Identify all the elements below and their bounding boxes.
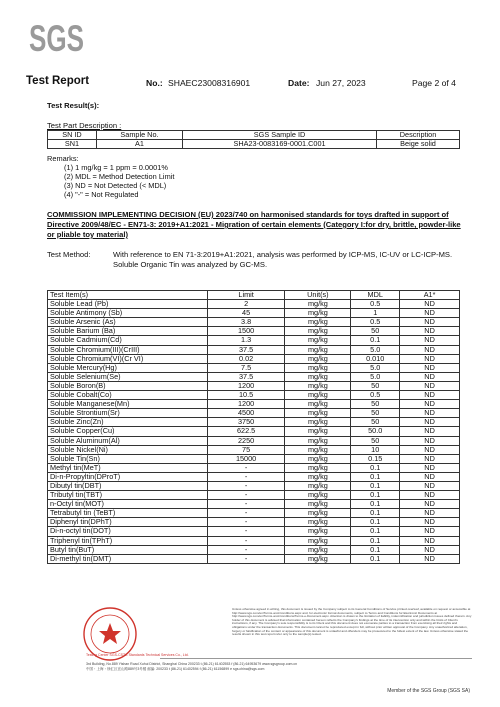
column-header: Sample No. <box>96 131 182 140</box>
column-header: Test Item(s) <box>48 291 208 300</box>
table-row <box>48 436 460 445</box>
table-cell: Soluble Chromium(VI)(Cr VI) <box>48 354 208 363</box>
table-cell: - <box>207 472 285 481</box>
table-cell: mg/kg <box>285 481 351 490</box>
table-cell: ND <box>400 409 460 418</box>
table-cell: ND <box>400 445 460 454</box>
table-cell: mg/kg <box>285 518 351 527</box>
table-cell: SHA23-0083169-0001.C001 <box>183 140 377 149</box>
table-cell: mg/kg <box>285 345 351 354</box>
table-row <box>48 463 460 472</box>
table-cell: ND <box>400 418 460 427</box>
table-cell: Tributyl tin(TBT) <box>48 491 208 500</box>
table-cell: 0.02 <box>207 354 285 363</box>
parts-table <box>47 130 460 149</box>
table-cell: Soluble Cadmium(Cd) <box>48 336 208 345</box>
table-cell: - <box>207 463 285 472</box>
table-cell: mg/kg <box>285 372 351 381</box>
remark-item: (2) MDL = Method Detection Limit <box>64 171 175 181</box>
table-cell: ND <box>400 345 460 354</box>
table-cell: mg/kg <box>285 436 351 445</box>
table-cell: A1 <box>96 140 182 149</box>
report-header <box>26 76 476 90</box>
date-label: Date: <box>288 78 310 88</box>
table-row <box>48 427 460 436</box>
table-cell: ND <box>400 554 460 563</box>
table-row <box>48 336 460 345</box>
remark-item: (1) 1 mg/kg = 1 ppm = 0.0001% <box>64 162 168 172</box>
table-cell: 1200 <box>207 400 285 409</box>
table-cell: 0.5 <box>351 300 400 309</box>
table-cell: 0.1 <box>351 509 400 518</box>
table-cell: mg/kg <box>285 427 351 436</box>
table-cell: ND <box>400 472 460 481</box>
table-cell: 37.5 <box>207 345 285 354</box>
table-cell: mg/kg <box>285 300 351 309</box>
table-cell: mg/kg <box>285 354 351 363</box>
table-cell: 0.1 <box>351 463 400 472</box>
company-name: Testing Center SGS-CSTC Standards Technical Services Co., Ltd. <box>86 653 189 657</box>
table-cell: Soluble Lead (Pb) <box>48 300 208 309</box>
table-cell: 0.15 <box>351 454 400 463</box>
table-cell: ND <box>400 391 460 400</box>
column-header: MDL <box>351 291 400 300</box>
table-cell: ND <box>400 491 460 500</box>
table-cell: - <box>207 481 285 490</box>
address-line-cn: 中国・上海・徐汇区宜山路889号3号楼 邮编: 200233 t (86-21) 61402594 f (86-21) 61156899 e sgs.china@sgs.com <box>86 667 265 671</box>
table-cell: ND <box>400 354 460 363</box>
table-cell: 0.1 <box>351 545 400 554</box>
table-cell: mg/kg <box>285 327 351 336</box>
table-row <box>48 345 460 354</box>
results-heading: Test Result(s): <box>47 101 100 110</box>
table-cell: 5.0 <box>351 372 400 381</box>
table-cell: - <box>207 554 285 563</box>
table-cell: mg/kg <box>285 391 351 400</box>
table-cell: mg/kg <box>285 454 351 463</box>
table-cell: Soluble Manganese(Mn) <box>48 400 208 409</box>
table-cell: ND <box>400 318 460 327</box>
table-cell: 0.1 <box>351 491 400 500</box>
table-cell: - <box>207 536 285 545</box>
table-cell: Soluble Copper(Cu) <box>48 427 208 436</box>
table-cell: Methyl tin(MeT) <box>48 463 208 472</box>
table-cell: 45 <box>207 309 285 318</box>
table-cell: mg/kg <box>285 545 351 554</box>
table-cell: ND <box>400 336 460 345</box>
table-cell: - <box>207 527 285 536</box>
date-value: Jun 27, 2023 <box>316 78 366 88</box>
table-cell: mg/kg <box>285 309 351 318</box>
table-cell: 0.1 <box>351 336 400 345</box>
sgs-logo <box>29 18 84 59</box>
table-cell: - <box>207 500 285 509</box>
table-cell: 50 <box>351 418 400 427</box>
table-cell: mg/kg <box>285 491 351 500</box>
table-cell: 0.1 <box>351 554 400 563</box>
table-cell: 50 <box>351 381 400 390</box>
parts-caption: Test Part Description : <box>47 121 122 130</box>
table-cell: mg/kg <box>285 400 351 409</box>
table-cell: 1 <box>351 309 400 318</box>
report-no-value: SHAEC23008316901 <box>168 78 251 88</box>
table-cell: 2250 <box>207 436 285 445</box>
table-cell: Soluble Nickel(Ni) <box>48 445 208 454</box>
svg-text:SGS: SGS <box>29 18 84 59</box>
table-cell: 3.8 <box>207 318 285 327</box>
table-cell: 0.1 <box>351 481 400 490</box>
table-cell: Beige solid <box>377 140 460 149</box>
table-cell: - <box>207 509 285 518</box>
report-title: Test Report <box>26 75 90 87</box>
table-cell: 0.1 <box>351 472 400 481</box>
table-cell: ND <box>400 436 460 445</box>
table-cell: Dibutyl tin(DBT) <box>48 481 208 490</box>
table-cell: ND <box>400 381 460 390</box>
table-cell: mg/kg <box>285 509 351 518</box>
table-cell: ND <box>400 309 460 318</box>
table-cell: mg/kg <box>285 381 351 390</box>
table-cell: 50 <box>351 327 400 336</box>
table-cell: 1200 <box>207 381 285 390</box>
table-cell: 10 <box>351 445 400 454</box>
table-cell: Triphenyl tin(TPhT) <box>48 536 208 545</box>
table-cell: ND <box>400 545 460 554</box>
table-cell: 10.5 <box>207 391 285 400</box>
table-cell: 50 <box>351 409 400 418</box>
table-cell: 5.0 <box>351 345 400 354</box>
table-cell: Soluble Selenium(Se) <box>48 372 208 381</box>
table-row <box>48 527 460 536</box>
decision-title: COMMISSION IMPLEMENTING DECISION (EU) 2023/740 on harmonised standards for toys drafted in support of Directive 2009/48/EC - EN71-3: 2019+A1:2021 - Migration of certain elements (Category I:for dry, brittle, powder-like or pliable toy material) <box>47 210 461 239</box>
table-cell: mg/kg <box>285 336 351 345</box>
table-cell: Butyl tin(BuT) <box>48 545 208 554</box>
table-cell: Soluble Arsenic (As) <box>48 318 208 327</box>
table-cell: 4500 <box>207 409 285 418</box>
table-cell: ND <box>400 327 460 336</box>
table-cell: Di-n-Propyltin(DProT) <box>48 472 208 481</box>
table-cell: mg/kg <box>285 500 351 509</box>
table-row <box>48 445 460 454</box>
table-cell: Soluble Tin(Sn) <box>48 454 208 463</box>
table-cell: 0.1 <box>351 500 400 509</box>
table-cell: SN1 <box>48 140 97 149</box>
table-cell: Soluble Zinc(Zn) <box>48 418 208 427</box>
table-cell: mg/kg <box>285 554 351 563</box>
table-row <box>48 545 460 554</box>
table-row <box>48 454 460 463</box>
column-header: SN ID <box>48 131 97 140</box>
table-row <box>48 536 460 545</box>
column-header: SGS Sample ID <box>183 131 377 140</box>
table-cell: 7.5 <box>207 363 285 372</box>
table-row <box>48 363 460 372</box>
table-cell: - <box>207 545 285 554</box>
table-cell: 0.5 <box>351 318 400 327</box>
table-cell: ND <box>400 509 460 518</box>
table-cell: ND <box>400 481 460 490</box>
table-cell: mg/kg <box>285 472 351 481</box>
table-row <box>48 481 460 490</box>
table-cell: ND <box>400 454 460 463</box>
remarks <box>47 155 174 200</box>
table-cell: mg/kg <box>285 409 351 418</box>
table-cell: Soluble Cobalt(Co) <box>48 391 208 400</box>
table-cell: 50 <box>351 400 400 409</box>
table-cell: ND <box>400 527 460 536</box>
table-cell: mg/kg <box>285 463 351 472</box>
table-cell: ND <box>400 463 460 472</box>
table-cell: - <box>207 491 285 500</box>
remark-item: (4) "-" = Not Regulated <box>64 189 139 199</box>
table-cell: ND <box>400 372 460 381</box>
table-cell: Di-methyl tin(DMT) <box>48 554 208 563</box>
table-cell: 0.1 <box>351 518 400 527</box>
table-cell: ND <box>400 300 460 309</box>
page-number: Page 2 of 4 <box>412 78 456 88</box>
table-row <box>48 554 460 563</box>
table-cell: Diphenyl tin(DPhT) <box>48 518 208 527</box>
test-method-text <box>113 250 463 269</box>
table-cell: Soluble Barium (Ba) <box>48 327 208 336</box>
remarks-heading: Remarks: <box>47 154 79 163</box>
table-cell: n-Octyl tin(MOT) <box>48 500 208 509</box>
table-cell: - <box>207 518 285 527</box>
column-header: Limit <box>207 291 285 300</box>
table-cell: mg/kg <box>285 527 351 536</box>
table-cell: 5.0 <box>351 363 400 372</box>
legal-notice: Unless otherwise agreed in writing, this document is issued by the Company subject to its General Conditions of Service printed overleaf, available on request or accessible at http://www.sgs.com/en/Terms-and-Conditions.aspx and, for electronic format documents, subject to Terms and Conditions for Electronic Documents at http://www.sgs.com/en/Terms-and-Conditions/Terms-e-Document.aspx. Attention is drawn to the limitation of liability, indemnification and jurisdiction issues defined therein. Any holder of this document is advised that information contained hereon reflects the Company's findings at the time of its intervention only and within the limits of Client's instructions, if any. The Company's sole responsibility is to its Client and this document does not exonerate parties to a transaction from exercising all their rights and obligations under the transaction documents. This document cannot be reproduced except in full, without prior written approval of the Company. Any unauthorized alteration, forgery or falsification of the content or appearance of this document is unlawful and offenders may be prosecuted to the fullest extent of the law. Unless otherwise stated the results shown in this test report refer only to the sample(s) tested. <box>232 607 472 637</box>
table-cell: ND <box>400 536 460 545</box>
table-cell: 3750 <box>207 418 285 427</box>
remark-item: (3) ND = Not Detected (< MDL) <box>64 180 167 190</box>
table-cell: 0.1 <box>351 536 400 545</box>
table-cell: 50.0 <box>351 427 400 436</box>
table-row <box>48 140 460 149</box>
column-header: Description <box>377 131 460 140</box>
test-method-line: With reference to EN 71-3:2019+A1:2021, analysis was performed by ICP-MS, IC-UV or LC-ICP-MS. <box>113 250 453 259</box>
table-row <box>48 491 460 500</box>
table-cell: Di-n-octyl tin(DOT) <box>48 527 208 536</box>
report-no-label: No.: <box>146 78 163 88</box>
table-cell: 75 <box>207 445 285 454</box>
results-table <box>47 290 460 564</box>
table-cell: 0.5 <box>351 391 400 400</box>
column-header: A1* <box>400 291 460 300</box>
company-address <box>86 662 476 672</box>
table-cell: mg/kg <box>285 318 351 327</box>
table-cell: 0.1 <box>351 527 400 536</box>
table-cell: Soluble Mercury(Hg) <box>48 363 208 372</box>
table-cell: ND <box>400 363 460 372</box>
table-cell: ND <box>400 400 460 409</box>
member-note: Member of the SGS Group (SGS SA) <box>387 688 470 694</box>
table-cell: ND <box>400 518 460 527</box>
table-row <box>48 472 460 481</box>
test-method-line: Soluble Organic Tin was analyzed by GC-MS. <box>113 259 268 269</box>
table-cell: Soluble Antimony (Sb) <box>48 309 208 318</box>
table-cell: mg/kg <box>285 363 351 372</box>
table-cell: 0.010 <box>351 354 400 363</box>
table-cell: ND <box>400 427 460 436</box>
table-cell: 15000 <box>207 454 285 463</box>
table-cell: 622.5 <box>207 427 285 436</box>
table-cell: 50 <box>351 436 400 445</box>
table-cell: Soluble Strontium(Sr) <box>48 409 208 418</box>
address-line-en: 3rd Building, No.889 Yishan Road Xuhui District, Shanghai China 200233 t (86-21) 61402553 f (86-21) 64953679 www.sgsgroup.com.cn <box>86 662 298 666</box>
test-method-label: Test Method: <box>47 250 91 259</box>
footer-divider <box>160 658 472 659</box>
table-row <box>48 354 460 363</box>
table-cell: 2 <box>207 300 285 309</box>
table-cell: Soluble Chromium(III)(CrIII) <box>48 345 208 354</box>
table-cell: 1.3 <box>207 336 285 345</box>
table-cell: Soluble Boron(B) <box>48 381 208 390</box>
table-cell: mg/kg <box>285 536 351 545</box>
table-cell: ND <box>400 500 460 509</box>
table-cell: Tetrabutyl tin (TeBT) <box>48 509 208 518</box>
table-cell: mg/kg <box>285 445 351 454</box>
table-cell: 1500 <box>207 327 285 336</box>
table-cell: 37.5 <box>207 372 285 381</box>
table-cell: Soluble Aluminum(Al) <box>48 436 208 445</box>
column-header: Unit(s) <box>285 291 351 300</box>
table-cell: mg/kg <box>285 418 351 427</box>
